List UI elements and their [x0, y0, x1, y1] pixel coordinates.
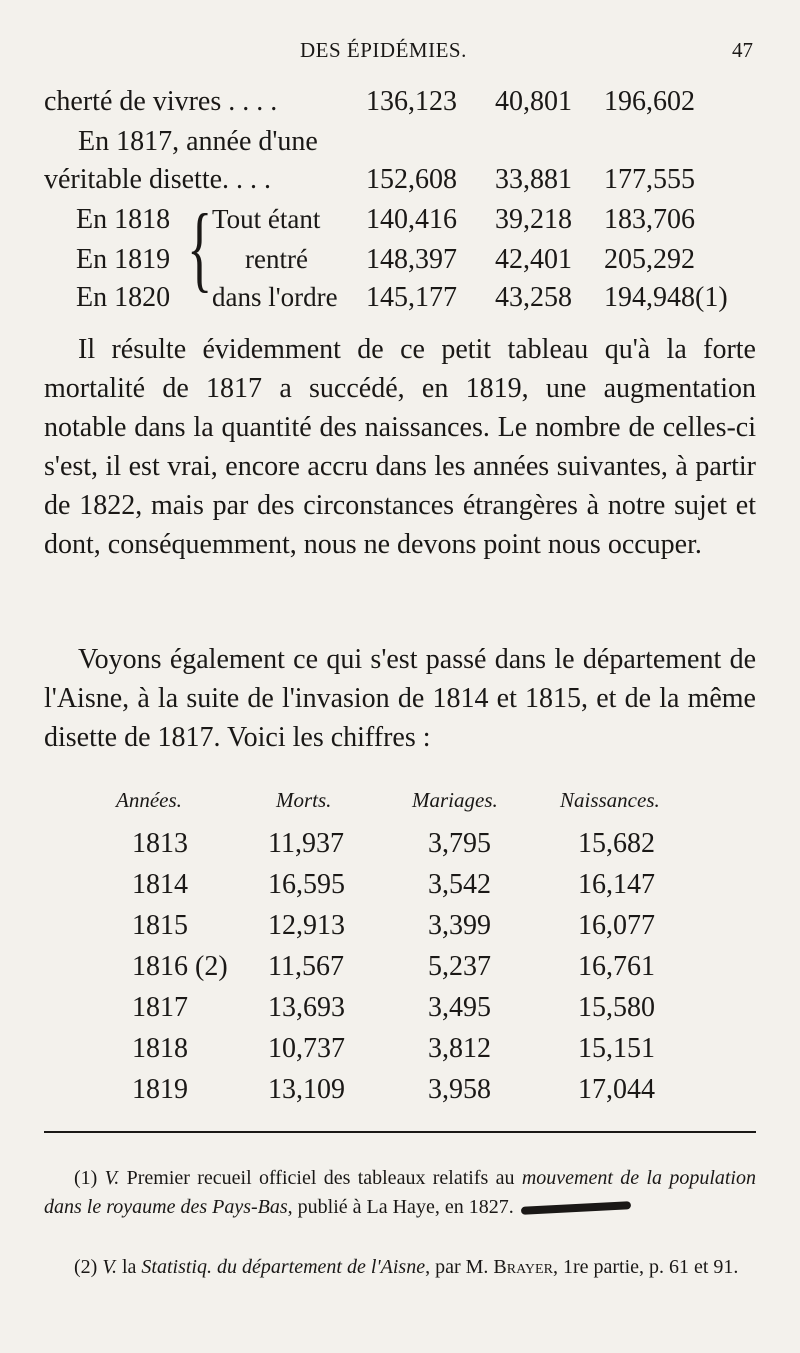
table-cell-marriages: 3,812 [428, 1033, 491, 1064]
footnote-marker: (2) [74, 1256, 98, 1278]
ink-smudge [521, 1202, 631, 1216]
table-row [44, 992, 756, 1032]
stats-label: En 1820 [76, 282, 171, 313]
body-paragraph: Il résulte évidemment de ce petit tableau qu'à la forte mortalité de 1817 a succédé, en 1819, une augmentation notable dans la quantité des naissances. Le nombre de celles-ci s'est, il est vrai, encore accru dans les années suivantes, à partir de 1822, mais par des circonstances étrangères à notre sujet et dont, conséquemment, nous ne devons point nous occuper. [44, 334, 756, 560]
stats-label: En 1819 [76, 244, 171, 275]
table-header-marriages: Mariages. [412, 788, 498, 812]
footnote-text: , par M. [425, 1256, 489, 1278]
brace-symbol: { [187, 194, 213, 301]
table-cell-year: 1817 [132, 992, 188, 1023]
table-header-years: Années. [116, 788, 182, 812]
table-cell-deaths: 11,567 [268, 951, 344, 982]
footnote-marker: (1) [74, 1167, 98, 1189]
footnote-rule [44, 1131, 756, 1133]
stats-value: 136,123 [366, 86, 457, 117]
table-row [44, 951, 756, 991]
table-row [44, 910, 756, 950]
stats-value: 205,292 [604, 244, 695, 275]
stats-value: 148,397 [366, 244, 457, 275]
footnote-text: , 1re partie, p. 61 et 91. [552, 1256, 739, 1278]
stats-value: 152,608 [366, 164, 457, 195]
table-cell-births: 16,077 [578, 910, 655, 941]
table-cell-births: 17,044 [578, 1074, 655, 1105]
footnote-author: Brayer [493, 1256, 553, 1278]
table-cell-deaths: 16,595 [268, 869, 345, 900]
footnote-title: Statistiq. du département de l'Aisne [141, 1256, 426, 1278]
table-cell-marriages: 3,399 [428, 910, 491, 941]
stats-value: 42,401 [495, 244, 572, 275]
table-cell-marriages: 3,958 [428, 1074, 491, 1105]
stats-row [76, 204, 796, 244]
stats-value: 177,555 [604, 164, 695, 195]
running-title: DES ÉPIDÉMIES. [300, 38, 467, 62]
table-cell-year: 1816 (2) [132, 951, 228, 982]
table-cell-births: 15,580 [578, 992, 655, 1023]
footnote-text: , publié à La Haye, en 1827. [287, 1196, 514, 1218]
table-cell-births: 15,682 [578, 828, 655, 859]
brace-note: rentré [245, 244, 308, 274]
table-row [44, 828, 756, 868]
stats-label: En 1818 [76, 204, 171, 235]
brace-note: dans l'ordre [212, 282, 338, 312]
stats-row [44, 164, 764, 204]
stats-value: 140,416 [366, 204, 457, 235]
stats-value: 145,177 [366, 282, 457, 313]
footnote-text: Premier recueil officiel des tableaux relatifs au [126, 1167, 515, 1189]
table-row [44, 869, 756, 909]
stats-value: 196,602 [604, 86, 695, 117]
stats-row [76, 282, 796, 322]
stats-row [76, 244, 796, 284]
footnote-ref-v: V. [102, 1256, 117, 1278]
stats-value: 194,948(1) [604, 282, 728, 313]
table-cell-deaths: 11,937 [268, 828, 344, 859]
stats-label: cherté de vivres . . . . [44, 86, 278, 117]
stats-value: 40,801 [495, 86, 572, 117]
table-cell-deaths: 10,737 [268, 1033, 345, 1064]
table-cell-births: 16,761 [578, 951, 655, 982]
table-cell-deaths: 12,913 [268, 910, 345, 941]
table-cell-marriages: 5,237 [428, 951, 491, 982]
stats-value: 183,706 [604, 204, 695, 235]
table-header-deaths: Morts. [276, 788, 332, 812]
footnote-1 [44, 1164, 756, 1222]
stats-value: 39,218 [495, 204, 572, 235]
running-head [0, 38, 800, 68]
table-header-births: Naissances. [560, 788, 660, 812]
footnote-text: la [121, 1256, 137, 1278]
table-cell-deaths: 13,109 [268, 1074, 345, 1105]
page-number: 47 [732, 38, 753, 62]
stats-value: 33,881 [495, 164, 572, 195]
table-row [44, 1074, 756, 1114]
table-cell-marriages: 3,795 [428, 828, 491, 859]
footnote-ref-v: V. [104, 1167, 120, 1189]
table-row [44, 1033, 756, 1073]
stats-label: véritable disette. . . . [44, 164, 272, 195]
stats-value: 43,258 [495, 282, 572, 313]
table-cell-births: 15,151 [578, 1033, 655, 1064]
stats-row [78, 126, 798, 166]
table-cell-year: 1818 [132, 1033, 188, 1064]
brace-note: Tout étant [212, 204, 321, 234]
table-cell-births: 16,147 [578, 869, 655, 900]
table-cell-year: 1819 [132, 1074, 188, 1105]
footnote-title: mouvement de la population dans le royaume des Pays-Bas [44, 1167, 756, 1218]
table-cell-marriages: 3,495 [428, 992, 491, 1023]
table-cell-year: 1815 [132, 910, 188, 941]
footnote-2 [44, 1253, 756, 1282]
table-cell-year: 1813 [132, 828, 188, 859]
stats-row [44, 86, 764, 126]
table-cell-year: 1814 [132, 869, 188, 900]
body-paragraph: Voyons également ce qui s'est passé dans le département de l'Aisne, à la suite de l'invasion de 1814 et 1815, et de la même disette de 1817. Voici les chiffres : [44, 644, 756, 753]
stats-label: En 1817, année d'une [78, 126, 318, 157]
table-cell-deaths: 13,693 [268, 992, 345, 1023]
table-cell-marriages: 3,542 [428, 869, 491, 900]
